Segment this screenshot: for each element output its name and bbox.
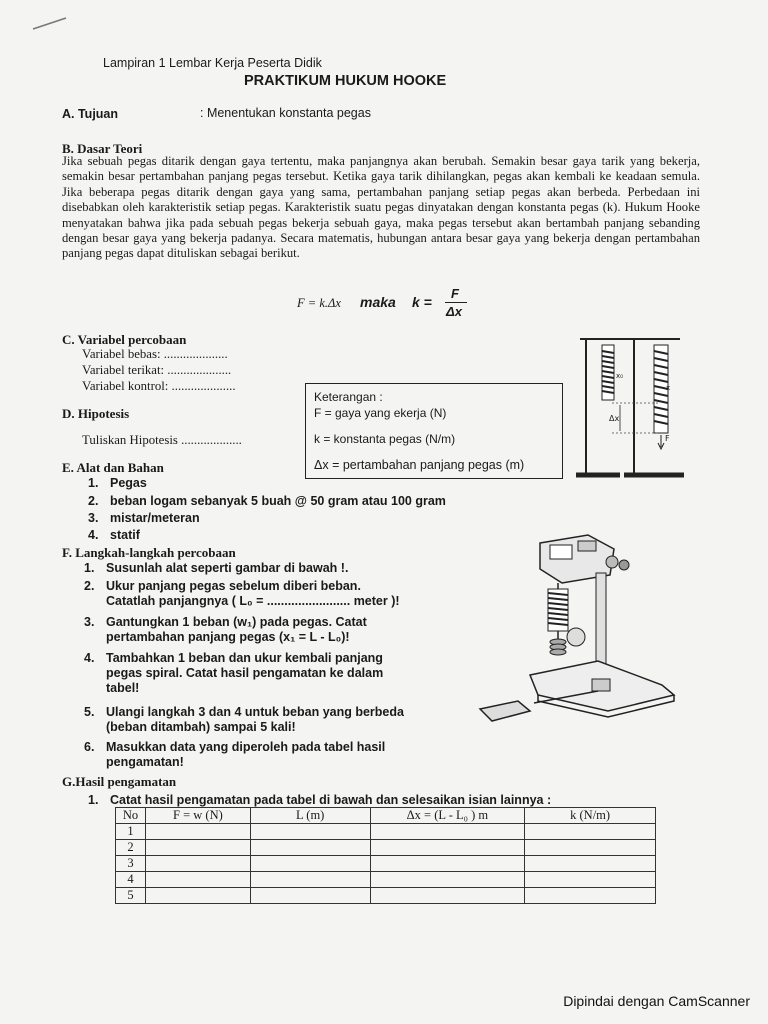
langkah-heading: F. Langkah-langkah percobaan: [62, 545, 236, 560]
table-row: 5: [116, 888, 656, 904]
variabel-terikat: Variabel terikat: ....................: [82, 363, 232, 377]
label-F: F: [665, 434, 670, 443]
langkah-item: 5. Ulangi langkah 3 dan 4 untuk beban yang berbeda (beban ditambah) sampai 5 kali!: [84, 705, 404, 734]
alat-item: 3. mistar/meteran: [88, 511, 200, 525]
alat-item: 2. beban logam sebanyak 5 buah @ 50 gram atau 100 gram: [88, 494, 446, 508]
variabel-heading: C. Variabel percobaan: [62, 332, 187, 347]
dasar-teori-heading: B. Dasar Teori: [62, 141, 143, 156]
langkah-item: 6. Masukkan data yang diperoleh pada tabel hasil pengamatan!: [84, 740, 386, 769]
formula-hooke: F = k.Δx: [297, 296, 341, 310]
table-row: 3: [116, 856, 656, 872]
keterangan-title: Keterangan :: [314, 390, 383, 404]
apparatus-figure: [478, 525, 690, 725]
col-header-no: No: [116, 808, 146, 824]
variabel-kontrol: Variabel kontrol: ....................: [82, 379, 236, 393]
pen-mark: [30, 14, 70, 34]
formula-numerator: F: [451, 286, 459, 301]
keterangan-k: k = konstanta pegas (N/m): [314, 432, 456, 446]
langkah-item: 2. Ukur panjang pegas sebelum diberi beban. Catatlah panjangnya ( L₀ = ........................ meter )!: [84, 579, 400, 608]
col-header-delta: Δx = (L - L₀ ) m: [370, 808, 525, 824]
col-header-length: L (m): [250, 808, 370, 824]
label-x: x: [666, 384, 671, 392]
label-dx: Δx: [609, 414, 620, 423]
col-header-k: k (N/m): [525, 808, 656, 824]
lampiran-label: Lampiran 1 Lembar Kerja Peserta Didik: [103, 56, 322, 70]
fraction-bar: [445, 302, 467, 303]
formula-maka: maka: [360, 294, 396, 310]
alat-item: 4. statif: [88, 528, 140, 542]
alat-heading: E. Alat dan Bahan: [62, 460, 164, 475]
table-row: 2: [116, 840, 656, 856]
hasil-heading: G.Hasil pengamatan: [62, 774, 177, 789]
hasil-instruction: 1. Catat hasil pengamatan pada tabel di bawah dan selesaikan isian lainnya :: [88, 793, 552, 807]
table-header-row: [116, 808, 656, 824]
table-row: 1: [116, 824, 656, 840]
keterangan-dx: Δx = pertambahan panjang pegas (m): [314, 458, 525, 472]
formula-denominator: Δx: [446, 304, 462, 319]
label-x0: x₀: [616, 372, 623, 380]
table-row: 4: [116, 872, 656, 888]
camscanner-footer: Dipindai dengan CamScanner: [563, 993, 750, 1009]
spring-stand-figure: [572, 333, 688, 485]
keterangan-box: [305, 383, 563, 479]
col-header-force: F = w (N): [145, 808, 250, 824]
formula-k: k =: [412, 294, 432, 310]
alat-item: 1. Pegas: [88, 476, 147, 490]
langkah-item: 1. Susunlah alat seperti gambar di bawah !.: [84, 561, 349, 575]
hipotesis-line: Tuliskan Hipotesis ...................: [82, 433, 242, 447]
tujuan-value: : Menentukan konstanta pegas: [200, 106, 371, 120]
observation-table: [115, 807, 656, 904]
keterangan-f: F = gaya yang ekerja (N): [314, 406, 447, 420]
tujuan-heading: A. Tujuan: [62, 107, 119, 121]
hipotesis-heading: D. Hipotesis: [62, 406, 130, 421]
langkah-item: 3. Gantungkan 1 beban (w₁) pada pegas. Catat pertambahan panjang pegas (x₁ = L - L₀)!: [84, 615, 367, 644]
variabel-bebas: Variabel bebas: ....................: [82, 347, 228, 361]
dasar-teori-paragraph: Jika sebuah pegas ditarik dengan gaya tertentu, maka panjangnya akan berubah. Semakin besar gaya tarik yang bekerja, semakin besar pertambahan panjang pegas tersebut. Ketika gaya tarik dihilangkan, pegas akan kembali ke keadaan semula. Jika beberapa pegas ditarik dengan gaya yang sama, pertambahan panjang setiap pegas akan berbeda. Perbedaan ini disebabkan oleh karakteristik setiap pegas. Karakteristik suatu pegas dinyatakan dengan konstanta pegas (k). Hukum Hooke menyatakan bahwa jika pada sebuah pegas bekerja sebuah gaya, maka pegas tersebut akan bertambah panjang sebanding dengan besar gaya yang bekerja padanya. Secara matematis, hubungan antara besar gaya yang bekerja dengan pertambahan panjang pegas dapat dituliskan sebagai berikut.: [62, 154, 700, 261]
page-title: PRAKTIKUM HUKUM HOOKE: [244, 73, 447, 89]
langkah-item: 4. Tambahkan 1 beban dan ukur kembali panjang pegas spiral. Catat hasil pengamatan ke dalam tabel!: [84, 651, 384, 695]
